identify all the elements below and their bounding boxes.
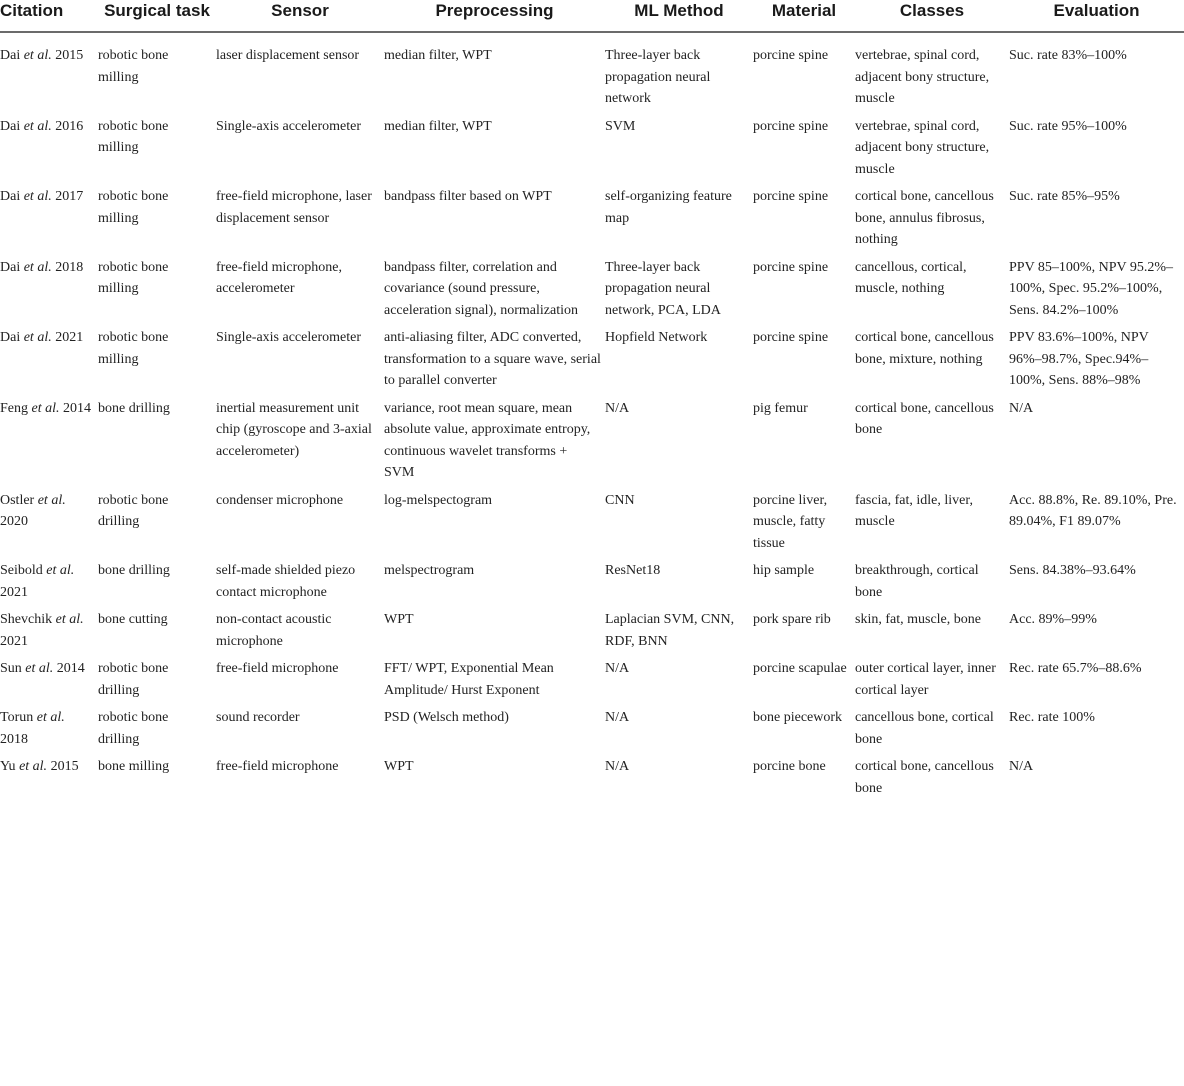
citation-year: 2015 xyxy=(55,48,84,63)
table-header xyxy=(0,0,1184,32)
cell-surgical-task: bone cutting xyxy=(98,612,168,627)
cell-material: porcine bone xyxy=(753,759,826,774)
cell-material: porcine scapulae xyxy=(753,661,847,676)
cell-classes: cancellous, cortical, muscle, nothing xyxy=(855,259,967,296)
table-row xyxy=(0,186,1184,257)
header-ml-method: ML Method xyxy=(605,0,753,32)
cell-surgical-task: robotic bone milling xyxy=(98,259,169,296)
cell-preprocessing: FFT/ WPT, Exponential Mean Amplitude/ Hurst Exponent xyxy=(384,661,554,698)
cell-sensor: inertial measurement unit chip (gyroscope and 3-axial accelerometer) xyxy=(216,400,372,459)
cell-surgical-task: robotic bone drilling xyxy=(98,492,169,529)
cell-material: pork spare rib xyxy=(753,612,831,627)
citation-etal: et al. xyxy=(23,48,52,63)
table-row xyxy=(0,327,1184,398)
citation-author: Dai xyxy=(0,330,21,345)
citation-year: 2021 xyxy=(0,633,28,649)
citation-etal: et al. xyxy=(19,759,48,774)
cell-ml-method: SVM xyxy=(605,118,636,134)
cell-material: porcine spine xyxy=(753,330,829,345)
cell-surgical-task: robotic bone milling xyxy=(98,48,169,85)
citation-year: 2017 xyxy=(55,189,84,204)
citation-etal: et al. xyxy=(37,492,66,508)
cell-ml-method: N/A xyxy=(605,661,630,676)
cell-sensor: free-field microphone, laser displacement sensor xyxy=(216,189,372,226)
citation-author: Dai xyxy=(0,118,21,134)
citation-etal: et al. xyxy=(46,563,75,578)
cell-surgical-task: robotic bone milling xyxy=(98,330,169,367)
cell-surgical-task: robotic bone milling xyxy=(98,189,169,226)
cell-evaluation: Suc. rate 83%–100% xyxy=(1009,48,1127,63)
citation-author: Yu xyxy=(0,759,16,774)
cell-material: bone piecework xyxy=(753,710,843,725)
cell-sensor: condenser microphone xyxy=(216,492,344,508)
cell-evaluation: Acc. 88.8%, Re. 89.10%, Pre. 89.04%, F1 89.07% xyxy=(1009,492,1177,529)
citation-author: Shevchik xyxy=(0,612,53,627)
cell-citation xyxy=(0,257,98,328)
cell-evaluation: Suc. rate 85%–95% xyxy=(1009,189,1120,204)
cell-evaluation: N/A xyxy=(1009,759,1034,774)
cell-classes: cortical bone, cancellous bone xyxy=(855,400,994,437)
cell-material: porcine liver, muscle, fatty tissue xyxy=(753,492,828,551)
citation-year: 2018 xyxy=(0,731,28,747)
header-citation: Citation xyxy=(0,0,98,32)
citation-etal: et al. xyxy=(25,661,54,676)
cell-sensor: non-contact acoustic microphone xyxy=(216,612,332,649)
cell-citation xyxy=(0,609,98,658)
cell-sensor: self-made shielded piezo contact microphone xyxy=(216,563,356,600)
cell-evaluation: Rec. rate 100% xyxy=(1009,710,1095,725)
cell-evaluation: Suc. rate 95%–100% xyxy=(1009,118,1127,134)
cell-sensor: laser displacement sensor xyxy=(216,48,360,63)
cell-ml-method: Hopfield Network xyxy=(605,330,708,345)
cell-evaluation: PPV 83.6%–100%, NPV 96%–98.7%, Spec.94%–100%, Sens. 88%–98% xyxy=(1009,330,1149,388)
citation-author: Dai xyxy=(0,189,21,204)
cell-evaluation: Sens. 84.38%–93.64% xyxy=(1009,563,1136,578)
cell-ml-method: CNN xyxy=(605,492,635,508)
table-row xyxy=(0,609,1184,658)
citation-author: Dai xyxy=(0,259,21,275)
cell-citation xyxy=(0,756,98,805)
cell-surgical-task: robotic bone drilling xyxy=(98,710,169,747)
citation-author: Ostler xyxy=(0,492,35,508)
cell-material: porcine spine xyxy=(753,48,829,63)
cell-classes: skin, fat, muscle, bone xyxy=(855,612,981,627)
header-surgical-task: Surgical task xyxy=(98,0,216,32)
citation-author: Seibold xyxy=(0,563,43,578)
cell-citation xyxy=(0,398,98,490)
cell-preprocessing: variance, root mean square, mean absolute value, approximate entropy, continuous wavelet transforms + SVM xyxy=(384,400,591,480)
cell-ml-method: self-organizing feature map xyxy=(605,189,732,226)
cell-classes: cortical bone, cancellous bone, mixture, nothing xyxy=(855,330,994,367)
header-preprocessing: Preprocessing xyxy=(384,0,605,32)
header-sensor: Sensor xyxy=(216,0,384,32)
cell-citation xyxy=(0,186,98,257)
cell-classes: fascia, fat, idle, liver, muscle xyxy=(855,492,973,529)
cell-citation xyxy=(0,707,98,756)
cell-preprocessing: median filter, WPT xyxy=(384,48,492,63)
cell-material: pig femur xyxy=(753,400,808,416)
cell-surgical-task: robotic bone drilling xyxy=(98,661,169,698)
citation-etal: et al. xyxy=(36,710,65,725)
cell-evaluation: Acc. 89%–99% xyxy=(1009,612,1097,627)
citation-etal: et al. xyxy=(23,330,52,345)
table-body xyxy=(0,32,1184,805)
table-row xyxy=(0,490,1184,561)
citation-year: 2016 xyxy=(55,118,84,134)
table-row xyxy=(0,707,1184,756)
cell-evaluation: Rec. rate 65.7%–88.6% xyxy=(1009,661,1142,676)
cell-preprocessing: median filter, WPT xyxy=(384,118,492,134)
cell-sensor: Single-axis accelerometer xyxy=(216,118,361,134)
citation-etal: et al. xyxy=(55,612,84,627)
cell-classes: breakthrough, cortical bone xyxy=(855,563,979,600)
cell-classes: outer cortical layer, inner cortical layer xyxy=(855,661,996,698)
cell-citation xyxy=(0,658,98,707)
header-material: Material xyxy=(753,0,855,32)
cell-classes: cortical bone, cancellous bone, annulus fibrosus, nothing xyxy=(855,189,994,247)
citation-author: Dai xyxy=(0,48,21,63)
cell-preprocessing: bandpass filter, correlation and covariance (sound pressure, acceleration signal), normalization xyxy=(384,259,578,318)
citation-year: 2020 xyxy=(0,514,28,529)
cell-material: porcine spine xyxy=(753,259,829,275)
cell-citation xyxy=(0,327,98,398)
header-classes: Classes xyxy=(855,0,1009,32)
citation-year: 2021 xyxy=(0,584,28,600)
cell-ml-method: Laplacian SVM, CNN, RDF, BNN xyxy=(605,612,735,649)
table-row xyxy=(0,398,1184,490)
citation-etal: et al. xyxy=(23,189,52,204)
cell-surgical-task: robotic bone milling xyxy=(98,118,169,155)
cell-ml-method: ResNet18 xyxy=(605,563,661,578)
cell-ml-method: N/A xyxy=(605,759,630,774)
cell-citation xyxy=(0,32,98,116)
table-row xyxy=(0,560,1184,609)
cell-citation xyxy=(0,490,98,561)
table-row xyxy=(0,32,1184,116)
cell-ml-method: Three-layer back propagation neural network, PCA, LDA xyxy=(605,259,721,318)
cell-classes: cortical bone, cancellous bone xyxy=(855,759,994,796)
citation-year: 2018 xyxy=(55,259,84,275)
cell-material: porcine spine xyxy=(753,118,829,134)
cell-evaluation: PPV 85–100%, NPV 95.2%–100%, Spec. 95.2%–100%, Sens. 84.2%–100% xyxy=(1009,259,1174,318)
header-row xyxy=(0,0,1184,32)
cell-preprocessing: PSD (Welsch method) xyxy=(384,710,509,725)
citation-year: 2014 xyxy=(56,661,85,676)
cell-preprocessing: WPT xyxy=(384,759,414,774)
cell-surgical-task: bone milling xyxy=(98,759,170,774)
cell-material: hip sample xyxy=(753,563,815,578)
cell-ml-method: Three-layer back propagation neural network xyxy=(605,48,711,106)
table-row xyxy=(0,756,1184,805)
cell-sensor: sound recorder xyxy=(216,710,300,725)
cell-sensor: free-field microphone xyxy=(216,759,339,774)
cell-preprocessing: log-melspectogram xyxy=(384,492,493,508)
citation-year: 2014 xyxy=(63,400,91,416)
cell-classes: vertebrae, spinal cord, adjacent bony structure, muscle xyxy=(855,118,990,177)
cell-sensor: free-field microphone xyxy=(216,661,339,676)
citation-author: Sun xyxy=(0,661,22,676)
cell-citation xyxy=(0,560,98,609)
citation-etal: et al. xyxy=(31,400,60,416)
table-row xyxy=(0,257,1184,328)
citation-etal: et al. xyxy=(23,118,52,134)
cell-preprocessing: melspectrogram xyxy=(384,563,475,578)
cell-classes: vertebrae, spinal cord, adjacent bony structure, muscle xyxy=(855,48,990,106)
citation-author: Torun xyxy=(0,710,34,725)
cell-sensor: free-field microphone, accelerometer xyxy=(216,259,342,296)
cell-sensor: Single-axis accelerometer xyxy=(216,330,361,345)
cell-evaluation: N/A xyxy=(1009,400,1034,416)
citation-year: 2015 xyxy=(50,759,79,774)
header-evaluation: Evaluation xyxy=(1009,0,1184,32)
cell-citation xyxy=(0,116,98,187)
table-row xyxy=(0,116,1184,187)
cell-preprocessing: anti-aliasing filter, ADC converted, transformation to a square wave, serial to parallel converter xyxy=(384,330,601,388)
cell-ml-method: N/A xyxy=(605,710,630,725)
citation-year: 2021 xyxy=(55,330,84,345)
cell-material: porcine spine xyxy=(753,189,829,204)
citation-author: Feng xyxy=(0,400,28,416)
table-row xyxy=(0,658,1184,707)
cell-preprocessing: WPT xyxy=(384,612,414,627)
cell-surgical-task: bone drilling xyxy=(98,563,170,578)
cell-ml-method: N/A xyxy=(605,400,630,416)
cell-preprocessing: bandpass filter based on WPT xyxy=(384,189,552,204)
cell-classes: cancellous bone, cortical bone xyxy=(855,710,994,747)
cell-surgical-task: bone drilling xyxy=(98,400,170,416)
citation-etal: et al. xyxy=(23,259,52,275)
